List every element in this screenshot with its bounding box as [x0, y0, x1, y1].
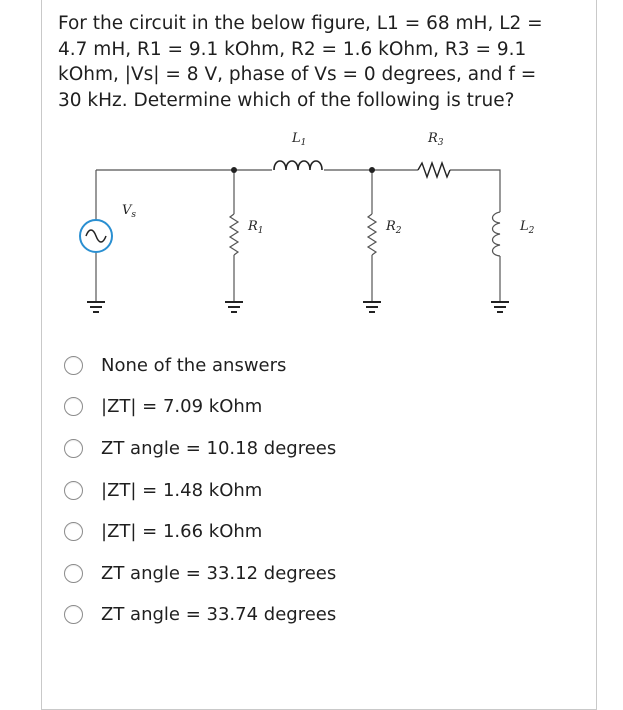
- radio-button[interactable]: [64, 522, 83, 541]
- option-label: |ZT| = 7.09 kOhm: [101, 395, 263, 417]
- label-r2: $R_2$: [386, 219, 402, 236]
- r3-resistor: [418, 163, 450, 177]
- radio-button[interactable]: [64, 481, 83, 500]
- question-line: kOhm, |Vs| = 8 V, phase of Vs = 0 degrees, and f =: [58, 64, 537, 85]
- option-label: |ZT| = 1.48 kOhm: [101, 479, 263, 501]
- label-r1: $R_1$: [248, 219, 264, 236]
- option-angle-33-12[interactable]: [58, 560, 418, 586]
- node-dot: [231, 167, 237, 173]
- radio-button[interactable]: [64, 439, 83, 458]
- option-label: ZT angle = 33.12 degrees: [101, 562, 337, 584]
- radio-button[interactable]: [64, 605, 83, 624]
- option-zt-1-66[interactable]: [58, 518, 418, 544]
- label-r3: $R_3$: [428, 131, 444, 148]
- question-line: For the circuit in the below figure, L1 = 68 mH, L2 =: [58, 13, 543, 34]
- option-zt-7-09[interactable]: [58, 393, 418, 419]
- radio-button[interactable]: [64, 397, 83, 416]
- option-angle-33-74[interactable]: [58, 601, 418, 627]
- label-vs: $V_s$: [122, 203, 137, 220]
- l1-coil: [274, 161, 322, 170]
- circuit-diagram: [62, 122, 562, 322]
- ground-symbol: [87, 302, 105, 312]
- radio-button[interactable]: [64, 564, 83, 583]
- label-l2: $L_2$: [520, 219, 535, 236]
- node-dot: [369, 167, 375, 173]
- option-zt-1-48[interactable]: [58, 477, 418, 503]
- option-angle-10-18[interactable]: [58, 435, 418, 461]
- option-label: ZT angle = 10.18 degrees: [101, 437, 337, 459]
- ground-symbol: [225, 302, 243, 312]
- question-text: [58, 11, 578, 113]
- option-label: |ZT| = 1.66 kOhm: [101, 520, 263, 542]
- ground-symbol: [363, 302, 381, 312]
- radio-button[interactable]: [64, 356, 83, 375]
- question-line: 4.7 mH, R1 = 9.1 kOhm, R2 = 1.6 kOhm, R3 = 9.1: [58, 38, 527, 60]
- option-none[interactable]: [58, 352, 418, 378]
- label-l1: $L_1$: [292, 131, 307, 148]
- option-label: ZT angle = 33.74 degrees: [101, 603, 337, 625]
- ground-symbol: [491, 302, 509, 312]
- option-label: None of the answers: [101, 354, 287, 376]
- question-line: 30 kHz. Determine which of the following is true?: [58, 89, 515, 111]
